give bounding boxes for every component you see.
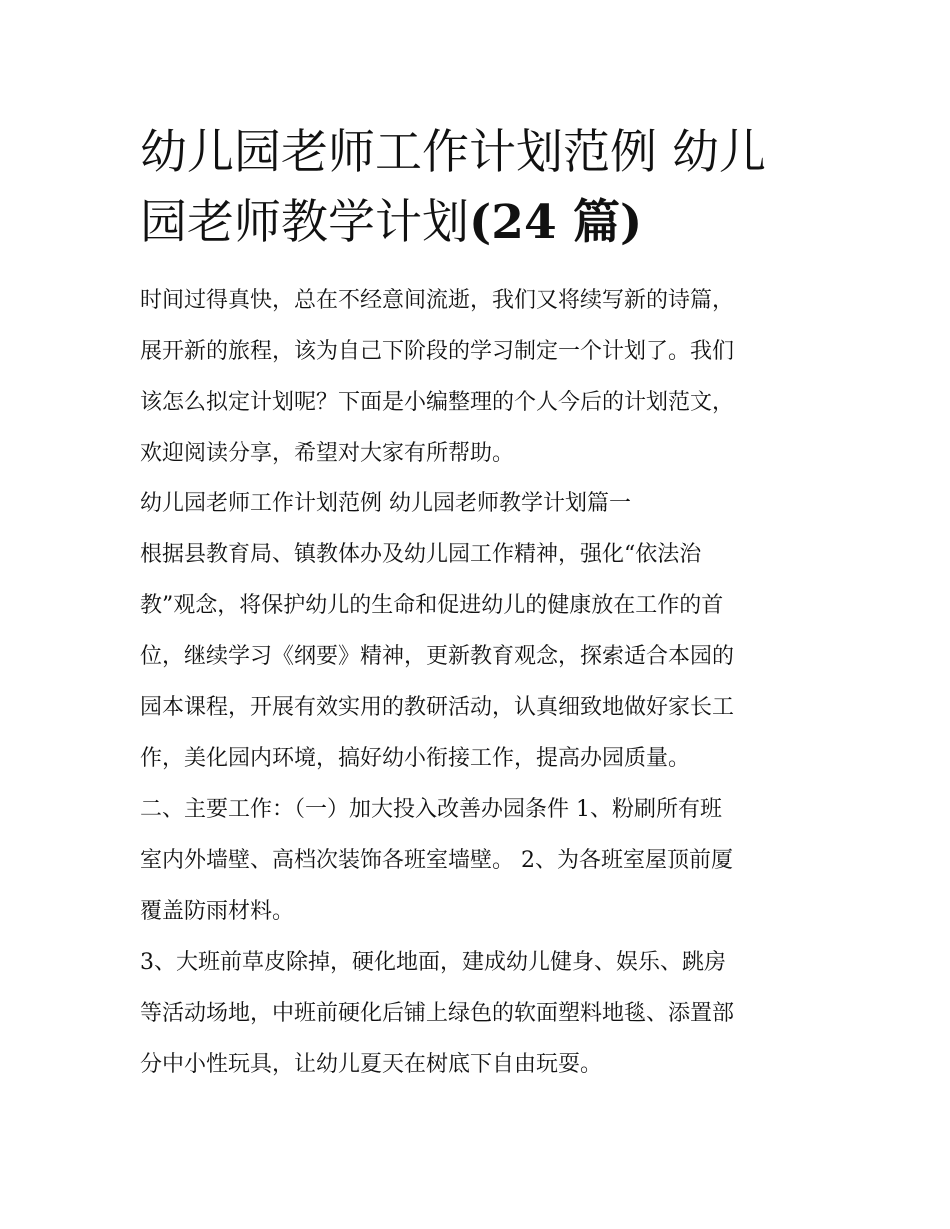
intro-paragraph <box>140 275 820 479</box>
paragraph-line: 位，继续学习《纲要》精神，更新教育观念，探索适合本园的 <box>140 644 735 669</box>
intro-line: 展开新的旅程，该为自己下阶段的学习制定一个计划了。我们 <box>140 339 735 364</box>
paragraph-line: 等活动场地，中班前硬化后铺上绿色的软面塑料地毯、添置部 <box>140 1001 735 1026</box>
section-heading: 幼儿园老师工作计划范例 幼儿园老师教学计划篇一 <box>140 491 631 516</box>
paragraph-line: 覆盖防雨材料。 <box>140 899 295 924</box>
title-line-2 <box>140 188 820 258</box>
paragraph-2 <box>140 784 820 937</box>
document-title <box>140 118 820 258</box>
paragraph-line: 二、主要工作：（一）加大投入改善办园条件 1、粉刷所有班 <box>140 797 722 822</box>
paragraph-line: 分中小性玩具，让幼儿夏天在树底下自由玩耍。 <box>140 1052 603 1077</box>
intro-line: 时间过得真快，总在不经意间流逝，我们又将续写新的诗篇， <box>140 288 735 313</box>
title-line-2-prefix: 园老师教学计划 <box>140 195 469 250</box>
title-line-2-suffix: (24 篇) <box>469 195 643 250</box>
intro-line: 欢迎阅读分享，希望对大家有所帮助。 <box>140 441 515 466</box>
paragraph-1 <box>140 529 820 784</box>
paragraph-line: 3、大班前草皮除掉，硬化地面，建成幼儿健身、娱乐、跳房 <box>140 950 726 975</box>
paragraph-line: 作，美化园内环境，搞好幼小衔接工作，提高办园质量。 <box>140 746 691 771</box>
paragraph-line: 教”观念，将保护幼儿的生命和促进幼儿的健康放在工作的首 <box>140 593 724 618</box>
paragraph-line: 室内外墙壁、高档次装饰各班室墙壁。 2、为各班室屋顶前厦 <box>140 848 733 873</box>
paragraph-line: 园本课程，开展有效实用的教研活动，认真细致地做好家长工 <box>140 695 735 720</box>
title-line-1: 幼儿园老师工作计划范例 幼儿 <box>140 125 766 180</box>
paragraph-line: 根据县教育局、镇教体办及幼儿园工作精神，强化“依法治 <box>140 542 702 567</box>
intro-line: 该怎么拟定计划呢？下面是小编整理的个人今后的计划范文， <box>140 390 735 415</box>
paragraph-3 <box>140 937 820 1090</box>
